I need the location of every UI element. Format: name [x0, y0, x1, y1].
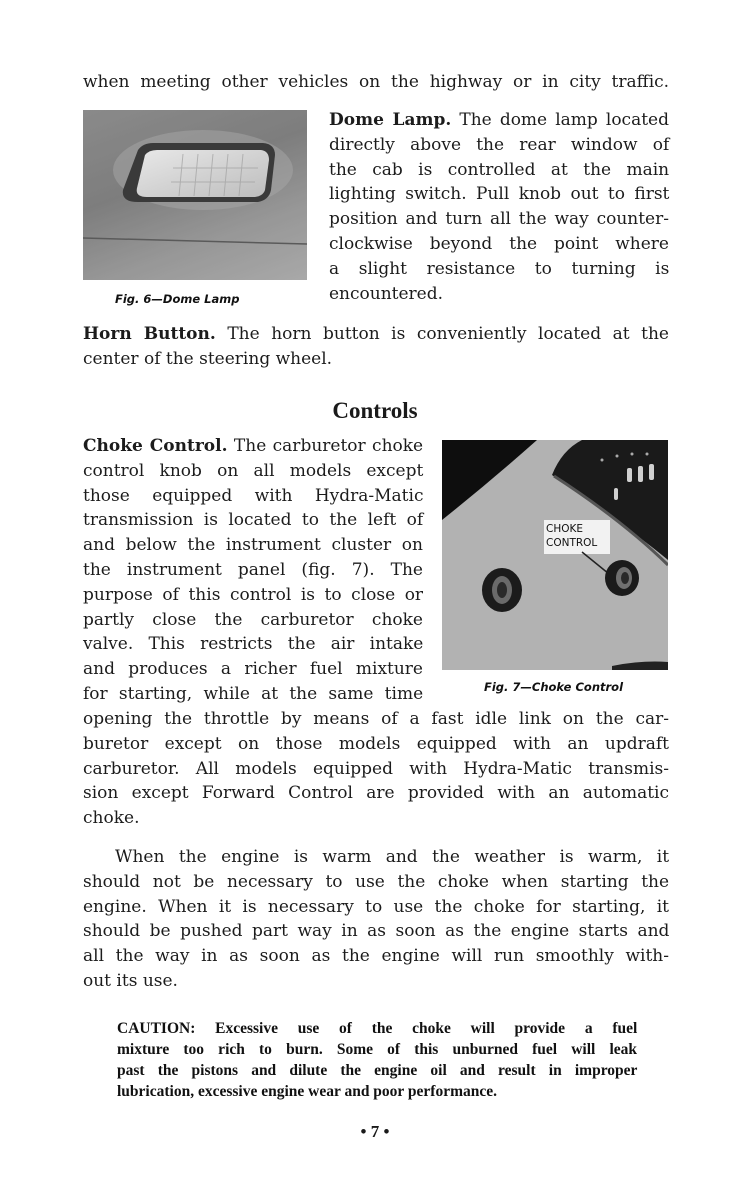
caution-line: past the pistons and dilute the engine oil and result in improper: [117, 1062, 638, 1079]
text-line: the instrument panel (fig. 7). The: [83, 559, 423, 580]
choke-control-paragraph: Choke Control. The carburetor choke control knob on all models except those equipped with Hydra-Matic transmission is located to the left of and below the instrument cluster on the instrument panel (fig. 7). The purpose of this control is to close or partly close the carburetor choke valve. This restricts the air intake and produces a richer fuel mixture for starting, while at the same time: [83, 434, 423, 707]
figure-6-caption: Fig. 6—Dome Lamp: [115, 292, 240, 306]
caution-line: CAUTION: Excessive use of the choke will provide a fuel: [117, 1020, 638, 1037]
figure-label-control: CONTROL: [546, 537, 598, 549]
text-line: lighting switch. Pull knob out to first: [329, 184, 670, 205]
text-line: when meeting other vehicles on the highway or in city traffic.: [83, 72, 670, 92]
choke-control-title: Choke Control.: [83, 436, 228, 456]
figure-label-choke: CHOKE: [546, 523, 584, 535]
text-line: valve. This restricts the air intake: [83, 634, 424, 655]
warm-engine-paragraph: [83, 845, 669, 994]
choke-control-paragraph-continued: [83, 707, 669, 831]
choke-control-photo: [442, 440, 668, 670]
text-line: engine. When it is necessary to use the choke for starting, it: [83, 896, 669, 917]
text-line: the cab is controlled at the main: [329, 159, 670, 180]
text-line: sion except Forward Control are provided with an automatic: [83, 783, 669, 804]
dome-lamp-paragraph: Dome Lamp. The dome lamp located directly above the rear window of the cab is controlled at the main lighting switch. Pull knob out to first position and turn all the way counter- clockwise beyond the point where a slight resistance to turning is encountered.: [329, 108, 669, 306]
horn-button-paragraph: Horn Button. The horn button is conveniently located at the center of the steering wheel.: [83, 322, 669, 372]
choke-control-illustration: [442, 440, 668, 670]
figure-7-caption: Fig. 7—Choke Control: [484, 680, 624, 694]
dome-lamp-photo: [83, 110, 307, 280]
text-line: for starting, while at the same time: [83, 683, 424, 704]
caution-line: lubrication, excessive engine wear and poor performance.: [117, 1083, 497, 1100]
continued-paragraph: [83, 70, 669, 95]
text-line: and below the instrument cluster on: [83, 535, 423, 556]
section-heading-controls: Controls: [332, 398, 418, 423]
horn-button-title: Horn Button.: [83, 324, 216, 344]
text-line: should not be necessary to use the choke when starting the: [83, 871, 670, 892]
text-line: carburetor. All models equipped with Hydra-Matic transmis-: [83, 758, 669, 779]
text-line: encountered.: [329, 283, 444, 304]
text-line: directly above the rear window of: [329, 134, 670, 155]
text-line: out its use.: [83, 970, 178, 991]
dome-lamp-title: Dome Lamp.: [329, 110, 452, 130]
text-line: buretor except on those models equipped with an updraft: [83, 733, 669, 754]
text-line: transmission is located to the left of: [83, 510, 424, 531]
text-line: control knob on all models except: [83, 460, 424, 481]
text-line: choke.: [83, 808, 140, 829]
text-line: opening the throttle by means of a fast idle link on the car-: [83, 709, 669, 729]
text-line: clockwise beyond the point where: [329, 233, 669, 254]
caution-note: [117, 1018, 637, 1102]
text-line: and produces a richer fuel mixture: [83, 659, 423, 680]
text-line: position and turn all the way counter-: [329, 209, 669, 230]
text-line: all the way in as soon as the engine will run smoothly with-: [83, 946, 669, 967]
text-line: purpose of this control is to close or: [83, 584, 424, 605]
caution-line: mixture too rich to burn. Some of this unburned fuel will leak: [117, 1041, 638, 1058]
text-line: those equipped with Hydra-Matic: [83, 485, 424, 506]
text-line: When the engine is warm and the weather is warm, it: [115, 847, 670, 867]
text-line: center of the steering wheel.: [83, 348, 333, 369]
text-line: partly close the carburetor choke: [83, 609, 423, 630]
text-line: a slight resistance to turning is: [329, 258, 670, 279]
page-number: • 7 •: [360, 1122, 390, 1141]
dome-lamp-illustration: [83, 110, 307, 280]
text-line: should be pushed part way in as soon as the engine starts and: [83, 921, 670, 942]
